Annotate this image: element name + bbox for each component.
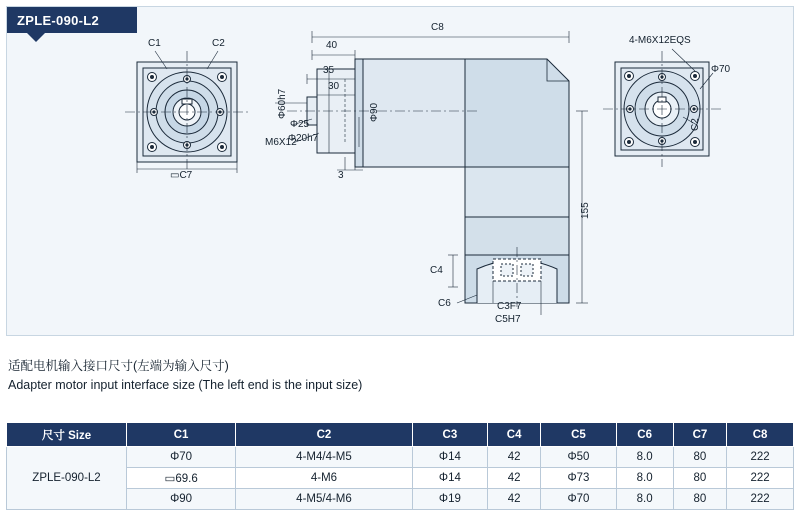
caption-en: Adapter motor input interface size (The left end is the input size) xyxy=(8,378,363,392)
technical-drawing xyxy=(7,7,795,337)
cell-r2-c2: 4-M5/4-M6 xyxy=(236,489,413,510)
table-header-row xyxy=(7,423,794,447)
cell-r1-c5: Φ73 xyxy=(541,468,616,489)
dim-label-40: 40 xyxy=(326,40,338,51)
th-c1: C1 xyxy=(127,423,236,447)
dim-label-c1: C1 xyxy=(148,38,161,49)
th-c4: C4 xyxy=(487,423,540,447)
cell-r0-c7: 80 xyxy=(673,447,726,468)
dim-label-c7: ▭C7 xyxy=(170,170,193,181)
cell-r1-c2: 4-M6 xyxy=(236,468,413,489)
dim-label-c5h7: C5H7 xyxy=(495,314,521,325)
model-title-text: ZPLE-090-L2 xyxy=(17,12,100,28)
spec-table xyxy=(6,422,794,510)
dim-label-c2-right: C2 xyxy=(690,118,701,131)
th-size: 尺寸 Size xyxy=(7,423,127,447)
cell-r0-c2: 4-M4/4-M5 xyxy=(236,447,413,468)
cell-r0-c8: 222 xyxy=(727,447,794,468)
cell-r0-c1: Φ70 xyxy=(127,447,236,468)
cell-r0-c6: 8.0 xyxy=(616,447,673,468)
dim-label-35: 35 xyxy=(323,65,335,76)
cell-r2-c1: Φ90 xyxy=(127,489,236,510)
dim-label-phi70: Φ70 xyxy=(711,64,731,75)
cell-r1-c8: 222 xyxy=(727,468,794,489)
cell-r1-c1: ▭69.6 xyxy=(127,468,236,489)
cell-model: ZPLE-090-L2 xyxy=(7,447,127,510)
dim-label-30: 30 xyxy=(328,81,340,92)
dim-label-c2-left: C2 xyxy=(212,38,225,49)
th-c5: C5 xyxy=(541,423,616,447)
th-c2: C2 xyxy=(236,423,413,447)
cell-r2-c5: Φ70 xyxy=(541,489,616,510)
cell-r0-c5: Φ50 xyxy=(541,447,616,468)
cell-r2-c6: 8.0 xyxy=(616,489,673,510)
dim-label-c8: C8 xyxy=(431,22,444,33)
cell-r1-c4: 42 xyxy=(487,468,540,489)
table-row xyxy=(7,447,794,468)
dim-label-155: 155 xyxy=(580,202,591,219)
cell-r2-c8: 222 xyxy=(727,489,794,510)
cell-r1-c7: 80 xyxy=(673,468,726,489)
drawing-panel xyxy=(6,6,794,336)
dim-label-m6x12: M6X12 xyxy=(265,137,297,148)
dim-label-phi20h7: Φ20h7 xyxy=(288,133,319,144)
caption-cn: 适配电机输入接口尺寸(左端为输入尺寸) xyxy=(8,359,229,373)
dim-label-c6: C6 xyxy=(438,298,451,309)
th-c8: C8 xyxy=(727,423,794,447)
th-c6: C6 xyxy=(616,423,673,447)
cell-r1-c6: 8.0 xyxy=(616,468,673,489)
dim-label-3: 3 xyxy=(338,170,344,181)
dim-label-phi90: Φ90 xyxy=(369,102,380,122)
cell-r2-c4: 42 xyxy=(487,489,540,510)
cell-r0-c3: Φ14 xyxy=(412,447,487,468)
dim-label-c4: C4 xyxy=(430,265,443,276)
th-c3: C3 xyxy=(412,423,487,447)
dim-label-4-m6x12eqs: 4-M6X12EQS xyxy=(629,35,691,46)
th-c7: C7 xyxy=(673,423,726,447)
cell-r2-c3: Φ19 xyxy=(412,489,487,510)
dim-label-phi60h7: Φ60h7 xyxy=(277,88,288,119)
dim-label-phi25: Φ25 xyxy=(290,119,310,130)
dim-label-c3f7: C3F7 xyxy=(497,301,522,312)
cell-r0-c4: 42 xyxy=(487,447,540,468)
cell-r1-c3: Φ14 xyxy=(412,468,487,489)
cell-r2-c7: 80 xyxy=(673,489,726,510)
